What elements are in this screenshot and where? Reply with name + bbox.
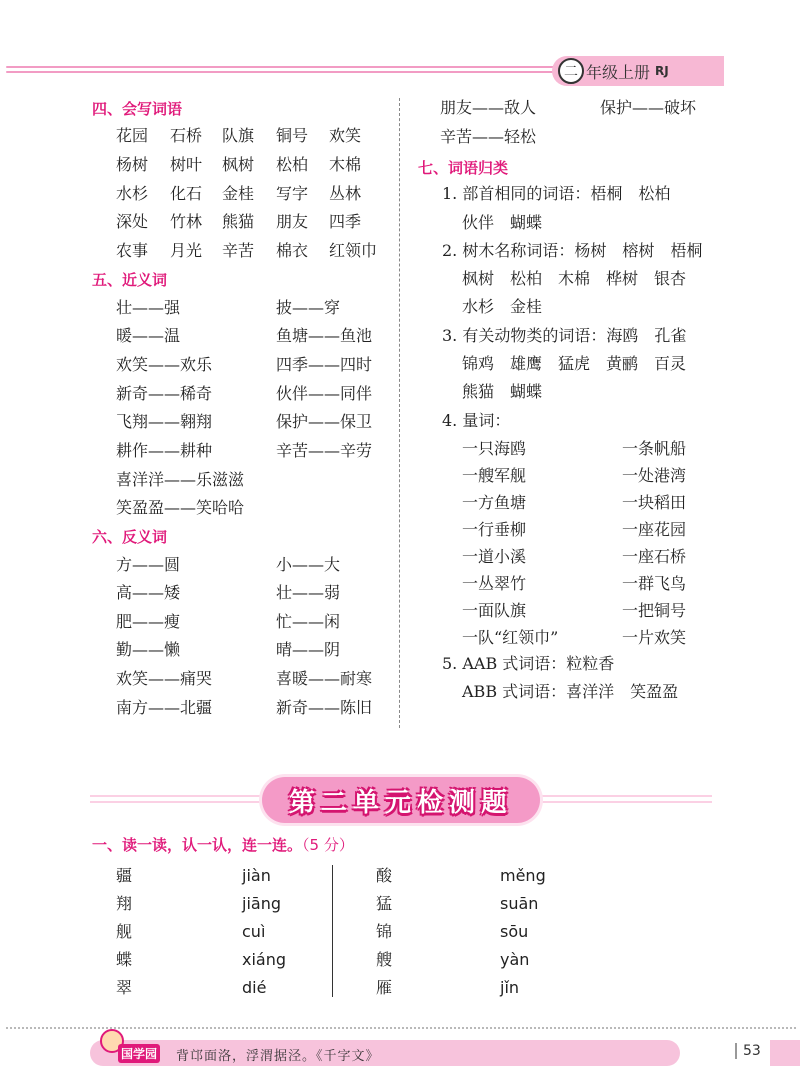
- section-6-title: 六、反义词: [92, 528, 168, 546]
- measure-word: 一群飞鸟: [622, 574, 687, 593]
- synonym-pair: 披——穿: [276, 298, 341, 317]
- cont-pair-1b: 保护——破坏: [600, 98, 697, 117]
- item2-line3: 水杉 金桂: [462, 297, 543, 316]
- grade-circle: 二: [558, 58, 584, 84]
- synonym-pair: 辛苦——辛劳: [276, 441, 373, 460]
- word-item: 树叶: [170, 155, 203, 174]
- word-item: 熊猫: [222, 212, 255, 231]
- item2-line2: 枫树 松柏 木棉 桦树 银杏: [462, 269, 687, 288]
- synonym-pair: 耕作——耕种: [116, 441, 213, 460]
- item5-line1: 5. AAB 式词语：粒粒香: [442, 654, 615, 673]
- edition-label: RJ: [655, 64, 669, 78]
- item3-line1: 3. 有关动物类的词语：海鸥 孔雀: [442, 326, 687, 345]
- antonym-pair: 小——大: [276, 555, 341, 574]
- antonym-pair: 肥——瘦: [116, 612, 181, 631]
- measure-word: 一队“红领巾”: [462, 628, 559, 647]
- section-4-title: 四、会写词语: [92, 100, 183, 118]
- section-5-title: 五、近义词: [92, 271, 168, 289]
- banner-decor-right: [542, 795, 712, 807]
- word-item: 松柏: [276, 155, 309, 174]
- footer-quote: 背邙面洛，浮渭据泾。《千字文》: [176, 1049, 380, 1064]
- synonym-pair: 欢笑——欢乐: [116, 355, 213, 374]
- match-character: 猛: [376, 894, 393, 913]
- banner-decor-left: [90, 795, 260, 807]
- antonym-pair: 忙——闲: [276, 612, 341, 631]
- measure-word: 一道小溪: [462, 547, 527, 566]
- measure-word: 一行垂柳: [462, 520, 527, 539]
- word-item: 水杉: [116, 184, 149, 203]
- page-number: 53: [735, 1043, 761, 1059]
- synonym-pair: 新奇——稀奇: [116, 384, 213, 403]
- antonym-pair: 方——圆: [116, 555, 181, 574]
- word-item: 竹林: [170, 212, 203, 231]
- antonym-pair: 喜暖——耐寒: [276, 669, 373, 688]
- match-character: 蝶: [116, 950, 133, 969]
- measure-word: 一把铜号: [622, 601, 687, 620]
- synonym-pair: 飞翔——翱翔: [116, 412, 213, 431]
- match-character: 疆: [116, 866, 133, 885]
- match-character: 雁: [376, 978, 393, 997]
- match-character: 翔: [116, 894, 133, 913]
- synonym-pair: 喜洋洋——乐滋滋: [116, 470, 245, 489]
- match-character: 舰: [116, 922, 133, 941]
- word-item: 棉衣: [276, 241, 309, 260]
- word-item: 铜号: [276, 126, 309, 145]
- item1-line2: 伙伴 蝴蝶: [462, 213, 543, 232]
- footer-block: [770, 1040, 800, 1066]
- matching-divider: [332, 865, 333, 997]
- match-pinyin: sōu: [500, 922, 529, 941]
- cont-pair-2a: 辛苦——轻松: [440, 127, 537, 146]
- measure-word: 一方鱼塘: [462, 493, 527, 512]
- item3-line3: 熊猫 蝴蝶: [462, 382, 543, 401]
- measure-word: 一座花园: [622, 520, 687, 539]
- antonym-pair: 高——矮: [116, 583, 181, 602]
- unit-banner: [262, 777, 540, 823]
- question-1-score: （5 分）: [302, 836, 354, 854]
- word-item: 金桂: [222, 184, 255, 203]
- item2-line1: 2. 树木名称词语：杨树 榕树 梧桐: [442, 241, 703, 260]
- match-pinyin: suān: [500, 894, 539, 913]
- unit-title: 第二单元检测题: [288, 787, 513, 818]
- word-item: 丛林: [329, 184, 362, 203]
- antonym-pair: 欢笑——痛哭: [116, 669, 213, 688]
- antonym-pair: 勤——懒: [116, 640, 181, 659]
- synonym-pair: 伙伴——同伴: [276, 384, 373, 403]
- antonym-pair: 南方——北疆: [116, 698, 213, 717]
- match-pinyin: cuì: [242, 922, 266, 941]
- word-item: 化石: [170, 184, 203, 203]
- match-character: 锦: [376, 922, 393, 941]
- match-pinyin: dié: [242, 978, 267, 997]
- match-character: 翠: [116, 978, 133, 997]
- footer-logo: 国学园: [118, 1044, 160, 1063]
- antonym-pair: 壮——弱: [276, 583, 341, 602]
- word-item: 写字: [276, 184, 309, 203]
- section-7-title: 七、词语归类: [418, 159, 509, 177]
- synonym-pair: 壮——强: [116, 298, 181, 317]
- measure-word: 一面队旗: [462, 601, 527, 620]
- measure-word: 一艘军舰: [462, 466, 527, 485]
- synonym-pair: 暖——温: [116, 326, 181, 345]
- item3-line2: 锦鸡 雄鹰 猛虎 黄鹂 百灵: [462, 354, 687, 373]
- synonym-pair: 鱼塘——鱼池: [276, 326, 373, 345]
- match-character: 艘: [376, 950, 393, 969]
- word-item: 四季: [329, 212, 362, 231]
- measure-word: 一处港湾: [622, 466, 687, 485]
- measure-word: 一块稻田: [622, 493, 687, 512]
- item4-title: 4. 量词：: [442, 411, 511, 430]
- match-pinyin: yàn: [500, 950, 530, 969]
- word-item: 花园: [116, 126, 149, 145]
- item1-line1: 1. 部首相同的词语：梧桐 松柏: [442, 184, 671, 203]
- word-item: 队旗: [222, 126, 255, 145]
- question-1-text: 一、读一读，认一认，连一连。: [92, 836, 303, 854]
- word-item: 石桥: [170, 126, 203, 145]
- match-pinyin: xiáng: [242, 950, 287, 969]
- word-item: 木棉: [329, 155, 362, 174]
- measure-word: 一条帆船: [622, 439, 687, 458]
- word-item: 枫树: [222, 155, 255, 174]
- match-pinyin: jiāng: [242, 894, 281, 913]
- grade-label: 年级上册: [586, 62, 651, 82]
- word-item: 农事: [116, 241, 149, 260]
- match-pinyin: jiàn: [242, 866, 271, 885]
- item5-line2: ABB 式词语：喜洋洋 笑盈盈: [462, 682, 679, 701]
- measure-word: 一丛翠竹: [462, 574, 527, 593]
- word-item: 月光: [170, 241, 203, 260]
- antonym-pair: 晴——阴: [276, 640, 341, 659]
- word-item: 朋友: [276, 212, 309, 231]
- match-pinyin: jǐn: [500, 978, 520, 997]
- question-1-title: [92, 834, 354, 855]
- synonym-pair: 四季——四时: [276, 355, 373, 374]
- cont-pair-1a: 朋友——敌人: [440, 98, 537, 117]
- word-item: 欢笑: [329, 126, 362, 145]
- antonym-pair: 新奇——陈旧: [276, 698, 373, 717]
- grade-tab: [552, 56, 724, 86]
- word-item: 深处: [116, 212, 149, 231]
- match-pinyin: měng: [500, 866, 546, 885]
- measure-word: 一片欢笑: [622, 628, 687, 647]
- column-divider: [399, 98, 400, 728]
- match-character: 酸: [376, 866, 393, 885]
- word-item: 辛苦: [222, 241, 255, 260]
- measure-word: 一座石桥: [622, 547, 687, 566]
- footer-dotted-line: [6, 1027, 796, 1029]
- word-item: 杨树: [116, 155, 149, 174]
- synonym-pair: 保护——保卫: [276, 412, 373, 431]
- measure-word: 一只海鸥: [462, 439, 527, 458]
- header-decor-lines: [6, 66, 566, 78]
- synonym-pair: 笑盈盈——笑哈哈: [116, 498, 245, 517]
- word-item: 红领巾: [329, 241, 378, 260]
